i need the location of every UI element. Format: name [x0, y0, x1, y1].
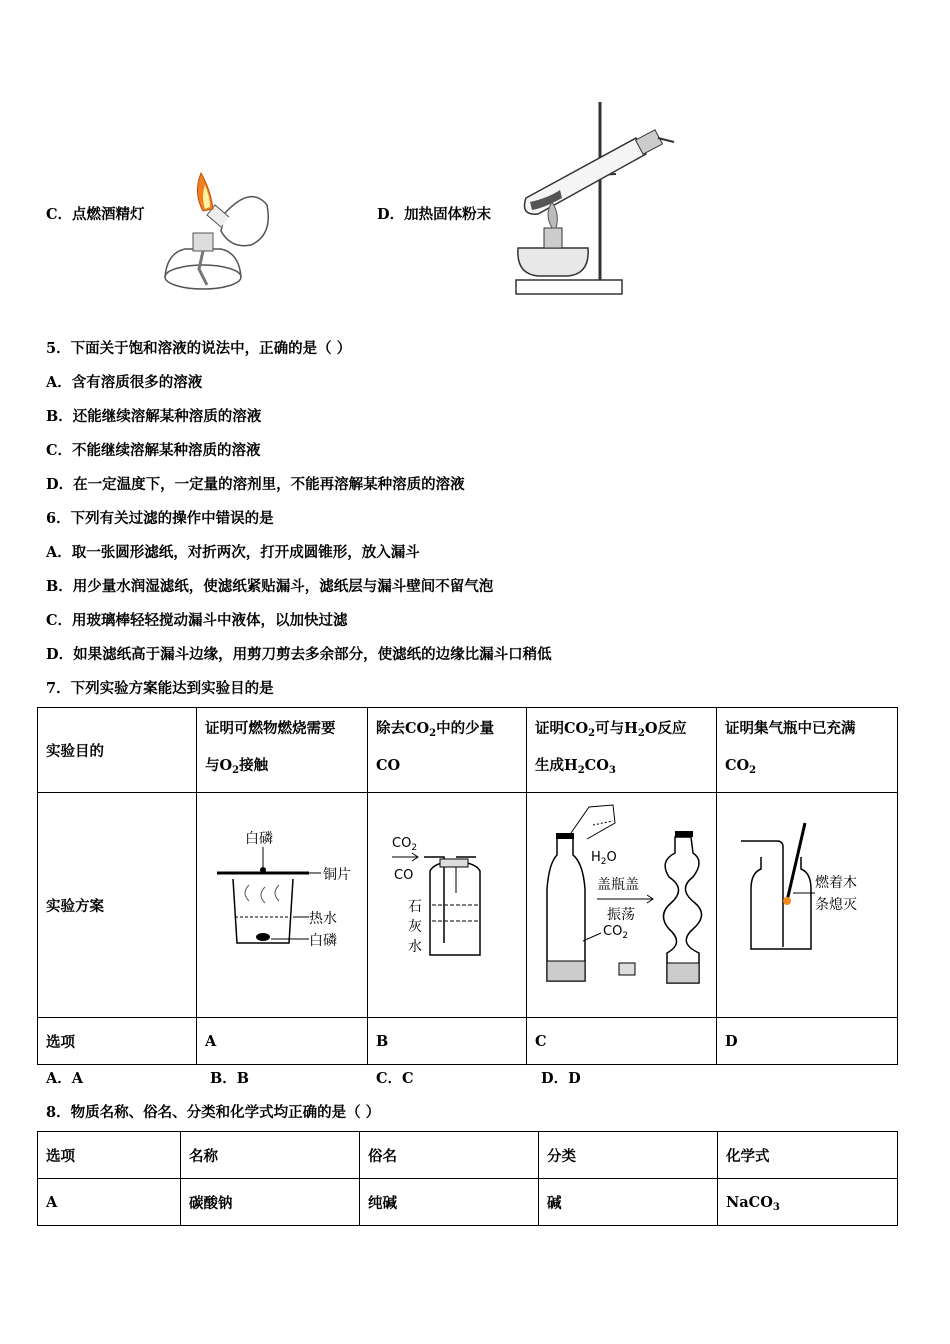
q4-option-c-label: C．点燃酒精灯 [46, 206, 145, 223]
q7-purpose-c: 证明$CO_2$可与$H_2O$反应 生成$H_2CO_3$ [527, 708, 717, 793]
q5-option-b: B．还能继续溶解某种溶质的溶液 [46, 408, 262, 425]
svg-text:CO: CO [394, 868, 414, 883]
q5-option-d: D．在一定温度下，一定量的溶剂里，不能再溶解某种溶质的溶液 [46, 476, 465, 493]
q7-plan-d [717, 793, 898, 1018]
svg-text:白磷: 白磷 [245, 831, 273, 847]
q6-option-a: A．取一张圆形滤纸，对折两次，打开成圆锥形，放入漏斗 [46, 544, 420, 561]
alcohol-lamp-lighting-figure [155, 165, 280, 300]
svg-text:水: 水 [408, 939, 422, 955]
q7-option-a: A [197, 1018, 368, 1065]
q6-option-c: C．用玻璃棒轻轻搅动漏斗中液体，以加快过滤 [46, 612, 348, 629]
q7-option-c: C [527, 1018, 717, 1065]
q8-header-row [38, 1132, 898, 1179]
q6-option-d: D．如果滤纸高于漏斗边缘，用剪刀剪去多余部分，使滤纸的边缘比漏斗口稍低 [46, 646, 552, 663]
svg-text:振荡: 振荡 [607, 907, 635, 923]
q8-header-category: 分类 [539, 1132, 718, 1179]
q6-stem: 6．下列有关过滤的操作中错误的是 [46, 510, 274, 527]
plastic-bottle-co2-figure [527, 793, 717, 1013]
white-phosphorus-figure [197, 793, 367, 1013]
svg-text:石: 石 [408, 899, 422, 915]
q5-option-c: C．不能继续溶解某种溶质的溶液 [46, 442, 261, 459]
svg-text:盖瓶盖: 盖瓶盖 [597, 877, 639, 893]
q8-cell-category: 碱 [539, 1179, 718, 1226]
q7-option-b: B [368, 1018, 527, 1065]
q7-answer-b: B．B [210, 1070, 250, 1087]
svg-text:白磷: 白磷 [309, 933, 337, 949]
svg-text:热水: 热水 [309, 911, 337, 927]
gas-washing-bottle-figure [368, 793, 526, 1013]
q7-option-d: D [717, 1018, 898, 1065]
q8-cell-common: 纯碱 [360, 1179, 539, 1226]
q8-table [37, 1131, 898, 1226]
q8-header-formula: 化学式 [718, 1132, 898, 1179]
svg-text:燃着木: 燃着木 [815, 875, 857, 891]
q5-option-a: A．含有溶质很多的溶液 [46, 374, 203, 391]
heating-powder-figure [508, 98, 678, 300]
table-row [38, 1179, 898, 1226]
q7-purpose-row [38, 708, 898, 793]
q7-plan-c [527, 793, 717, 1018]
q5-stem: 5．下面关于饱和溶液的说法中，正确的是（ ） [46, 340, 352, 357]
svg-text:条熄灭: 条熄灭 [815, 897, 857, 913]
q7-purpose-d: 证明集气瓶中已充满 $CO_2$ [717, 708, 898, 793]
svg-text:灰: 灰 [408, 919, 422, 935]
q7-answer-a: A．A [46, 1070, 84, 1087]
q7-table [37, 707, 898, 1065]
q7-answer-c: C．C [376, 1070, 414, 1087]
svg-text:CO2: $CO_2$ [603, 924, 629, 941]
q7-plan-row [38, 793, 898, 1018]
q7-purpose-header: 实验目的 [38, 708, 197, 793]
q8-header-name: 名称 [181, 1132, 360, 1179]
q8-stem: 8．物质名称、俗名、分类和化学式均正确的是（ ） [46, 1104, 381, 1121]
q4-option-d-label: D．加热固体粉末 [377, 206, 492, 223]
q8-cell-formula: NaCO$_3$ [718, 1179, 898, 1226]
q8-cell-option: A [38, 1179, 181, 1226]
q7-option-row [38, 1018, 898, 1065]
q7-plan-b [368, 793, 527, 1018]
q7-plan-header: 实验方案 [38, 793, 197, 1018]
svg-text:铜片: 铜片 [323, 867, 351, 883]
q7-purpose-a: 证明可燃物燃烧需要 与$O_2$接触 [197, 708, 368, 793]
q7-purpose-b: 除去$CO_2$中的少量 CO [368, 708, 527, 793]
q8-cell-name: 碳酸钠 [181, 1179, 360, 1226]
q8-header-option: 选项 [38, 1132, 181, 1179]
q7-answer-d: D．D [541, 1070, 581, 1087]
svg-text:CO2: $CO_2$ [392, 836, 418, 853]
q7-stem: 7．下列实验方案能达到实验目的是 [46, 680, 274, 697]
q7-plan-a [197, 793, 368, 1018]
gas-jar-figure [717, 793, 897, 1013]
q7-option-header: 选项 [38, 1018, 197, 1065]
svg-text:H2O: $H_2O$ [591, 850, 617, 867]
q8-header-common: 俗名 [360, 1132, 539, 1179]
q6-option-b: B．用少量水润湿滤纸，使滤纸紧贴漏斗，滤纸层与漏斗壁间不留气泡 [46, 578, 494, 595]
